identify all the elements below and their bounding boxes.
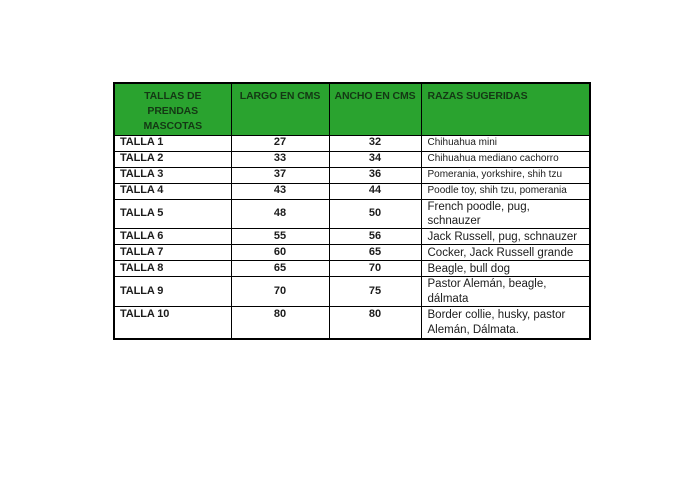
table-row: [114, 151, 590, 167]
column-header-razas: RAZAS SUGERIDAS: [421, 83, 590, 135]
cell-razas: Beagle, bull dog: [421, 261, 590, 277]
cell-razas: Border collie, husky, pastor Alemán, Dálmata.: [421, 307, 590, 339]
table-row: [114, 199, 590, 229]
cell-talla: TALLA 9: [114, 277, 231, 307]
cell-razas: Pomerania, yorkshire, shih tzu: [421, 167, 590, 183]
cell-largo: 65: [231, 261, 329, 277]
table-row: [114, 183, 590, 199]
cell-ancho: 34: [329, 151, 421, 167]
table-row: [114, 277, 590, 307]
cell-talla: TALLA 1: [114, 135, 231, 151]
table-row: [114, 245, 590, 261]
cell-talla: TALLA 4: [114, 183, 231, 199]
cell-largo: 55: [231, 229, 329, 245]
table-row: [114, 167, 590, 183]
cell-ancho: 32: [329, 135, 421, 151]
cell-razas: Poodle toy, shih tzu, pomerania: [421, 183, 590, 199]
cell-talla: TALLA 7: [114, 245, 231, 261]
cell-largo: 37: [231, 167, 329, 183]
table-row: [114, 307, 590, 339]
cell-ancho: 36: [329, 167, 421, 183]
cell-largo: 27: [231, 135, 329, 151]
cell-talla: TALLA 8: [114, 261, 231, 277]
cell-talla: TALLA 10: [114, 307, 231, 339]
cell-talla: TALLA 3: [114, 167, 231, 183]
cell-razas: Chihuahua mini: [421, 135, 590, 151]
cell-ancho: 70: [329, 261, 421, 277]
cell-talla: TALLA 2: [114, 151, 231, 167]
cell-ancho: 75: [329, 277, 421, 307]
pet-size-chart-table: [113, 82, 591, 340]
cell-talla: TALLA 6: [114, 229, 231, 245]
column-header-ancho: ANCHO EN CMS: [329, 83, 421, 135]
cell-ancho: 80: [329, 307, 421, 339]
cell-ancho: 56: [329, 229, 421, 245]
table-row: [114, 135, 590, 151]
cell-largo: 48: [231, 199, 329, 229]
table-row: [114, 261, 590, 277]
cell-razas: Cocker, Jack Russell grande: [421, 245, 590, 261]
cell-largo: 80: [231, 307, 329, 339]
table-row: [114, 229, 590, 245]
table-header-row: [114, 83, 590, 135]
column-header-largo: LARGO EN CMS: [231, 83, 329, 135]
cell-ancho: 50: [329, 199, 421, 229]
cell-largo: 33: [231, 151, 329, 167]
cell-ancho: 65: [329, 245, 421, 261]
cell-largo: 70: [231, 277, 329, 307]
column-header-tallas: TALLAS DE PRENDAS MASCOTAS: [114, 83, 231, 135]
cell-razas: Chihuahua mediano cachorro: [421, 151, 590, 167]
cell-razas: French poodle, pug, schnauzer: [421, 199, 590, 229]
cell-largo: 60: [231, 245, 329, 261]
cell-largo: 43: [231, 183, 329, 199]
cell-ancho: 44: [329, 183, 421, 199]
cell-razas: Pastor Alemán, beagle, dálmata: [421, 277, 590, 307]
cell-razas: Jack Russell, pug, schnauzer: [421, 229, 590, 245]
cell-talla: TALLA 5: [114, 199, 231, 229]
